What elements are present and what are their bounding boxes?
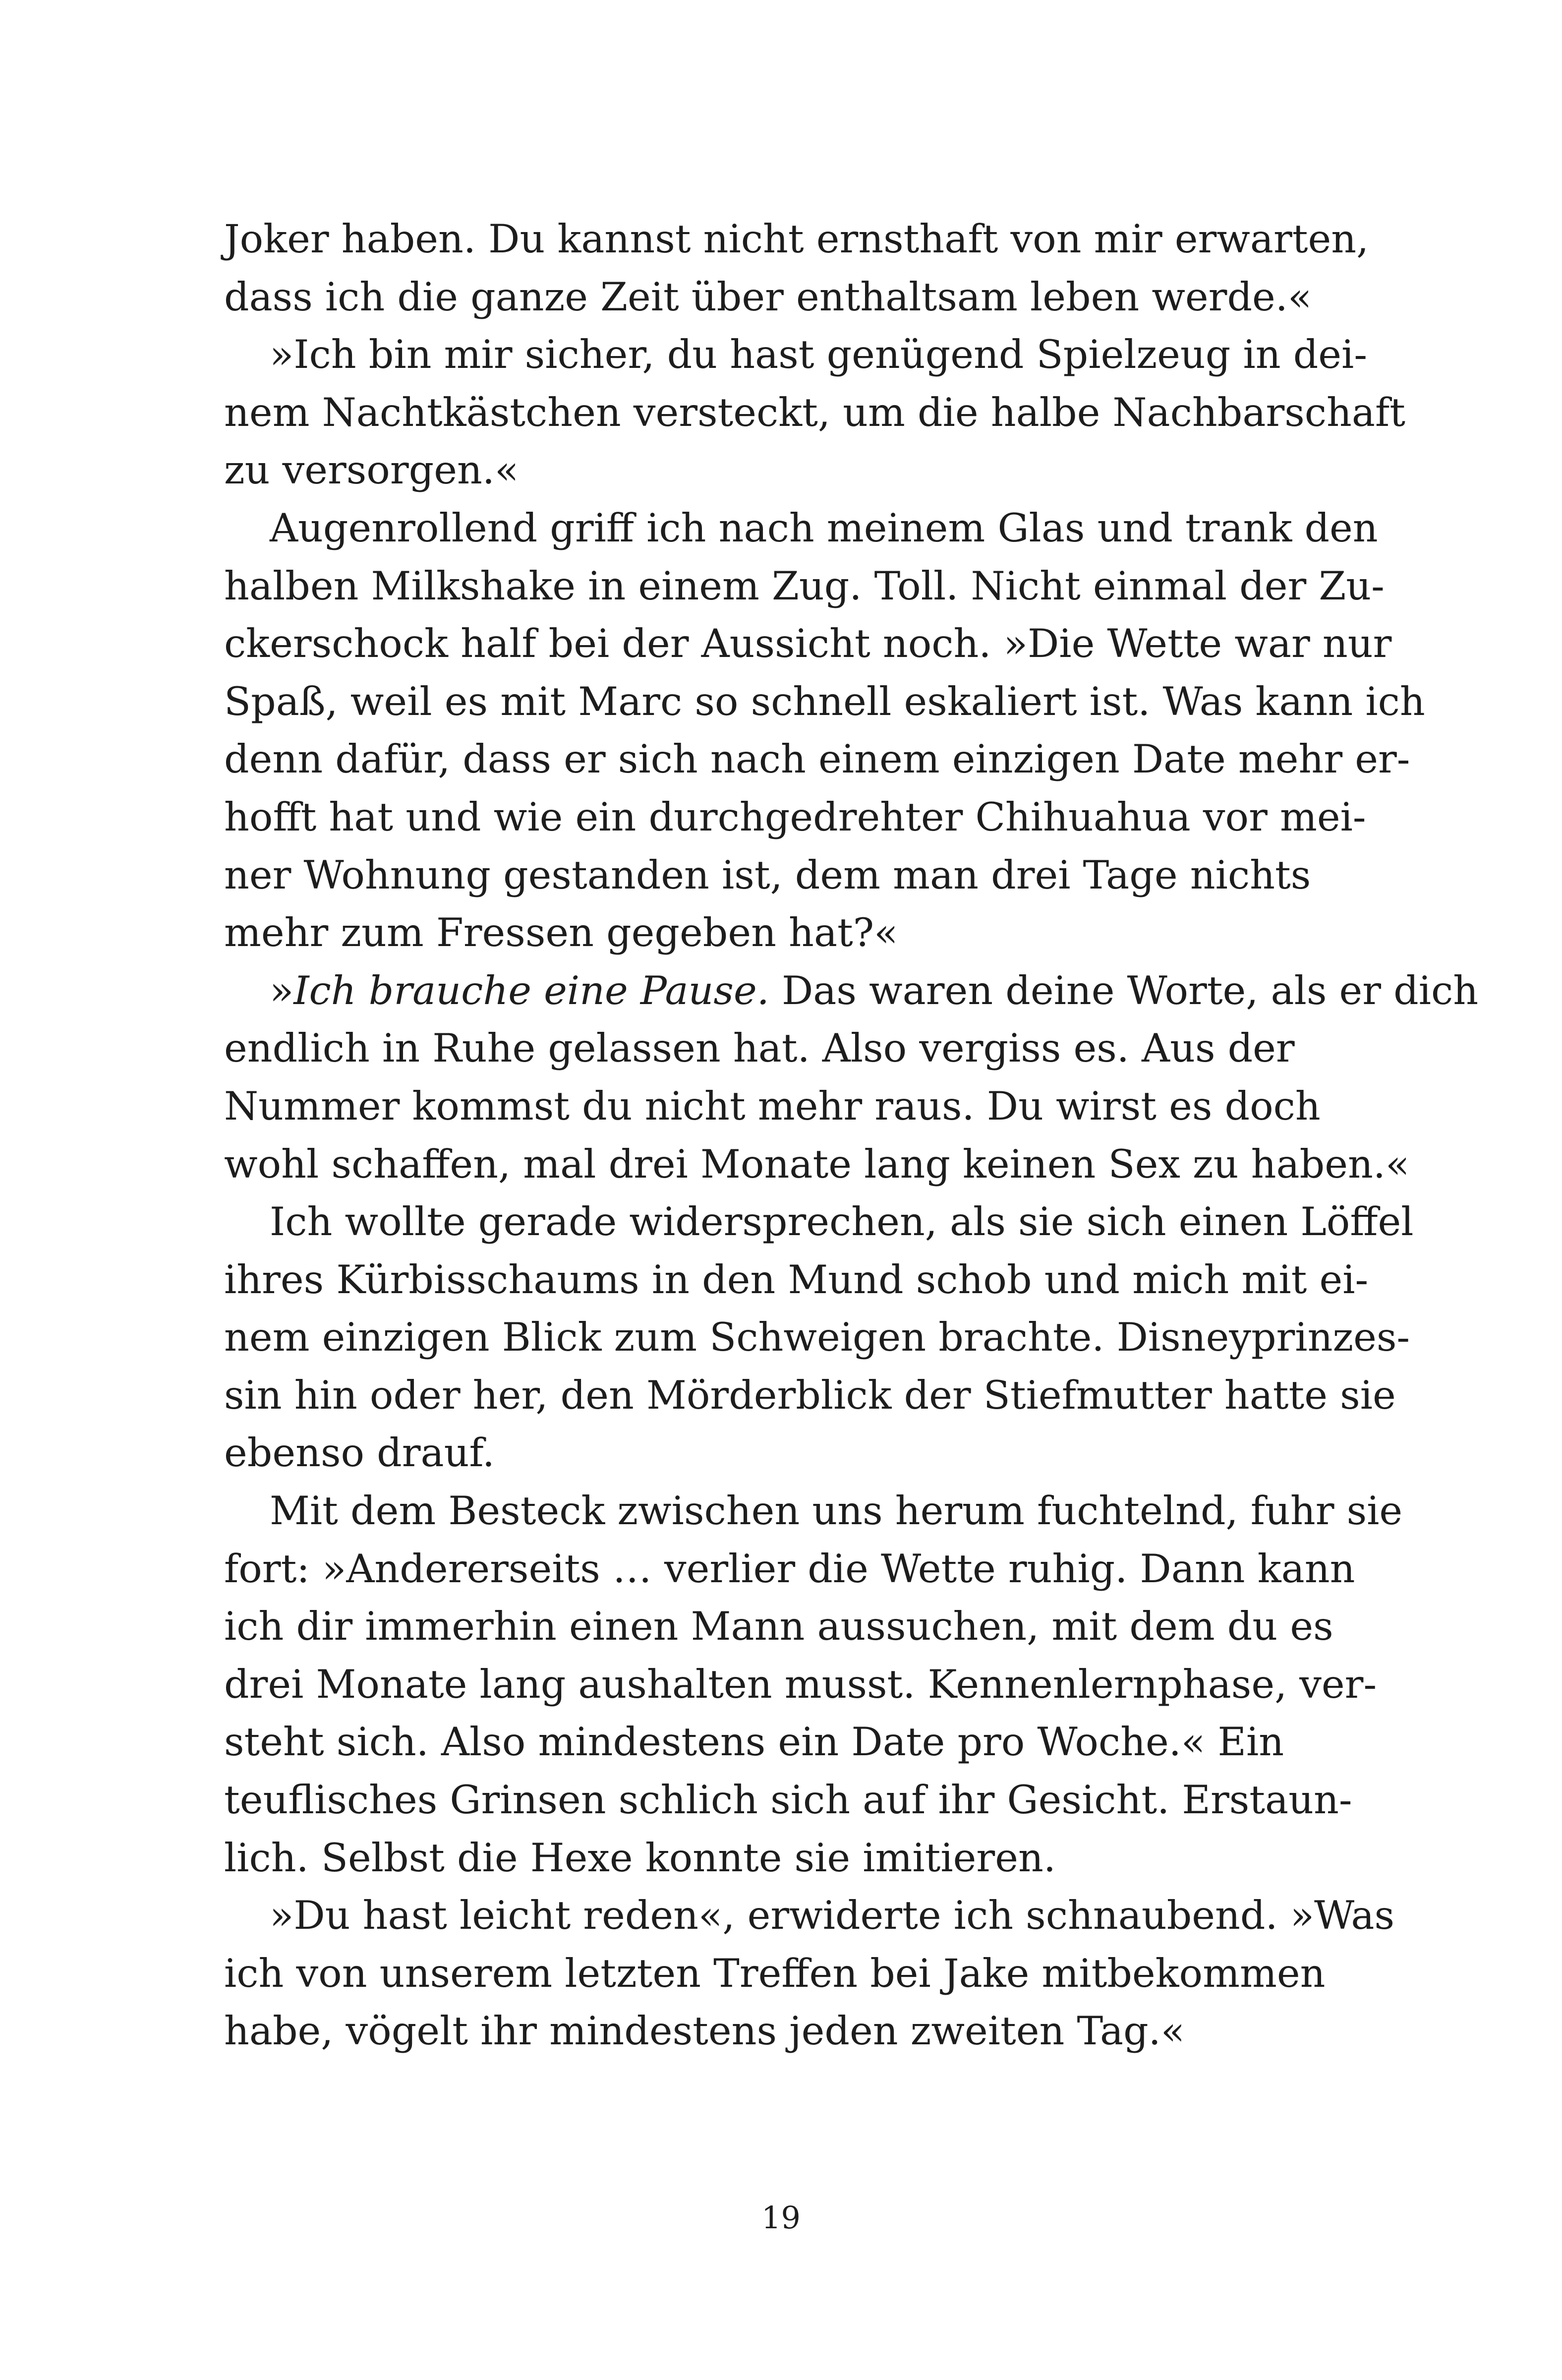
text-line xyxy=(224,962,1479,1020)
text-line: ich von unserem letzten Treffen bei Jake mitbekommen xyxy=(224,1950,1326,1996)
text-line: nem Nachtkästchen versteckt, um die halbe Nachbarschaft xyxy=(224,389,1405,435)
text-line: Ich wollte gerade widersprechen, als sie sich einen Löffel xyxy=(270,1199,1414,1245)
text-line: lich. Selbst die Hexe konnte sie imitieren. xyxy=(224,1835,1056,1881)
text-line: steht sich. Also mindestens ein Date pro Woche.« Ein xyxy=(224,1719,1284,1765)
body-text xyxy=(224,210,1479,2060)
text-line: ner Wohnung gestanden ist, dem man drei Tage nichts xyxy=(224,852,1311,898)
text-line: sin hin oder her, den Mörderblick der Stiefmutter hatte sie xyxy=(224,1372,1396,1418)
text-line: hofft hat und wie ein durchgedrehter Chihuahua vor mei- xyxy=(224,794,1366,840)
text-line: ich dir immerhin einen Mann aussuchen, mit dem du es xyxy=(224,1604,1333,1650)
text-line: fort: »Andererseits … verlier die Wette ruhig. Dann kann xyxy=(224,1546,1355,1592)
text-line: wohl schaffen, mal drei Monate lang keinen Sex zu haben.« xyxy=(224,1141,1410,1187)
text-line: ihres Kürbisschaums in den Mund schob und mich mit ei- xyxy=(224,1256,1369,1303)
text-line: Augenrollend griff ich nach meinem Glas und trank den xyxy=(270,505,1378,551)
text-line: zu versorgen.« xyxy=(224,447,519,493)
text-line: denn dafür, dass er sich nach einem einzigen Date mehr er- xyxy=(224,736,1410,782)
text-line: nem einzigen Blick zum Schweigen brachte. Disneyprinzes- xyxy=(224,1314,1410,1361)
text-line: ckerschock half bei der Aussicht noch. »Die Wette war nur xyxy=(224,621,1392,667)
text-line: halben Milkshake in einem Zug. Toll. Nicht einmal der Zu- xyxy=(224,563,1385,609)
text-line: Spaß, weil es mit Marc so schnell eskaliert ist. Was kann ich xyxy=(224,678,1425,724)
text-line: »Du hast leicht reden«, erwiderte ich schnaubend. »Was xyxy=(270,1893,1395,1939)
text-line: Joker haben. Du kannst nicht ernsthaft von mir erwarten, xyxy=(224,216,1369,262)
open-quote: » xyxy=(270,967,294,1013)
text-line: drei Monate lang aushalten musst. Kennenlernphase, ver- xyxy=(224,1661,1377,1707)
text-line: mehr zum Fressen gegeben hat?« xyxy=(224,910,898,956)
text-line: habe, vögelt ihr mindestens jeden zweiten Tag.« xyxy=(224,2008,1185,2054)
text-line: endlich in Ruhe gelassen hat. Also vergiss es. Aus der xyxy=(224,1025,1295,1071)
line-rest: Das waren deine Worte, als er dich xyxy=(769,967,1479,1013)
page-number: 19 xyxy=(761,2200,801,2236)
text-line: »Ich bin mir sicher, du hast genügend Spielzeug in dei- xyxy=(270,332,1368,378)
text-line: Nummer kommst du nicht mehr raus. Du wirst es doch xyxy=(224,1083,1321,1129)
text-line: dass ich die ganze Zeit über enthaltsam leben werde.« xyxy=(224,274,1312,320)
text-line: teuflisches Grinsen schlich sich auf ihr Gesicht. Erstaun- xyxy=(224,1777,1352,1823)
text-line: ebenso drauf. xyxy=(224,1430,495,1476)
italic-quote: Ich brauche eine Pause. xyxy=(293,967,769,1013)
text-line: Mit dem Besteck zwischen uns herum fuchtelnd, fuhr sie xyxy=(270,1488,1403,1534)
